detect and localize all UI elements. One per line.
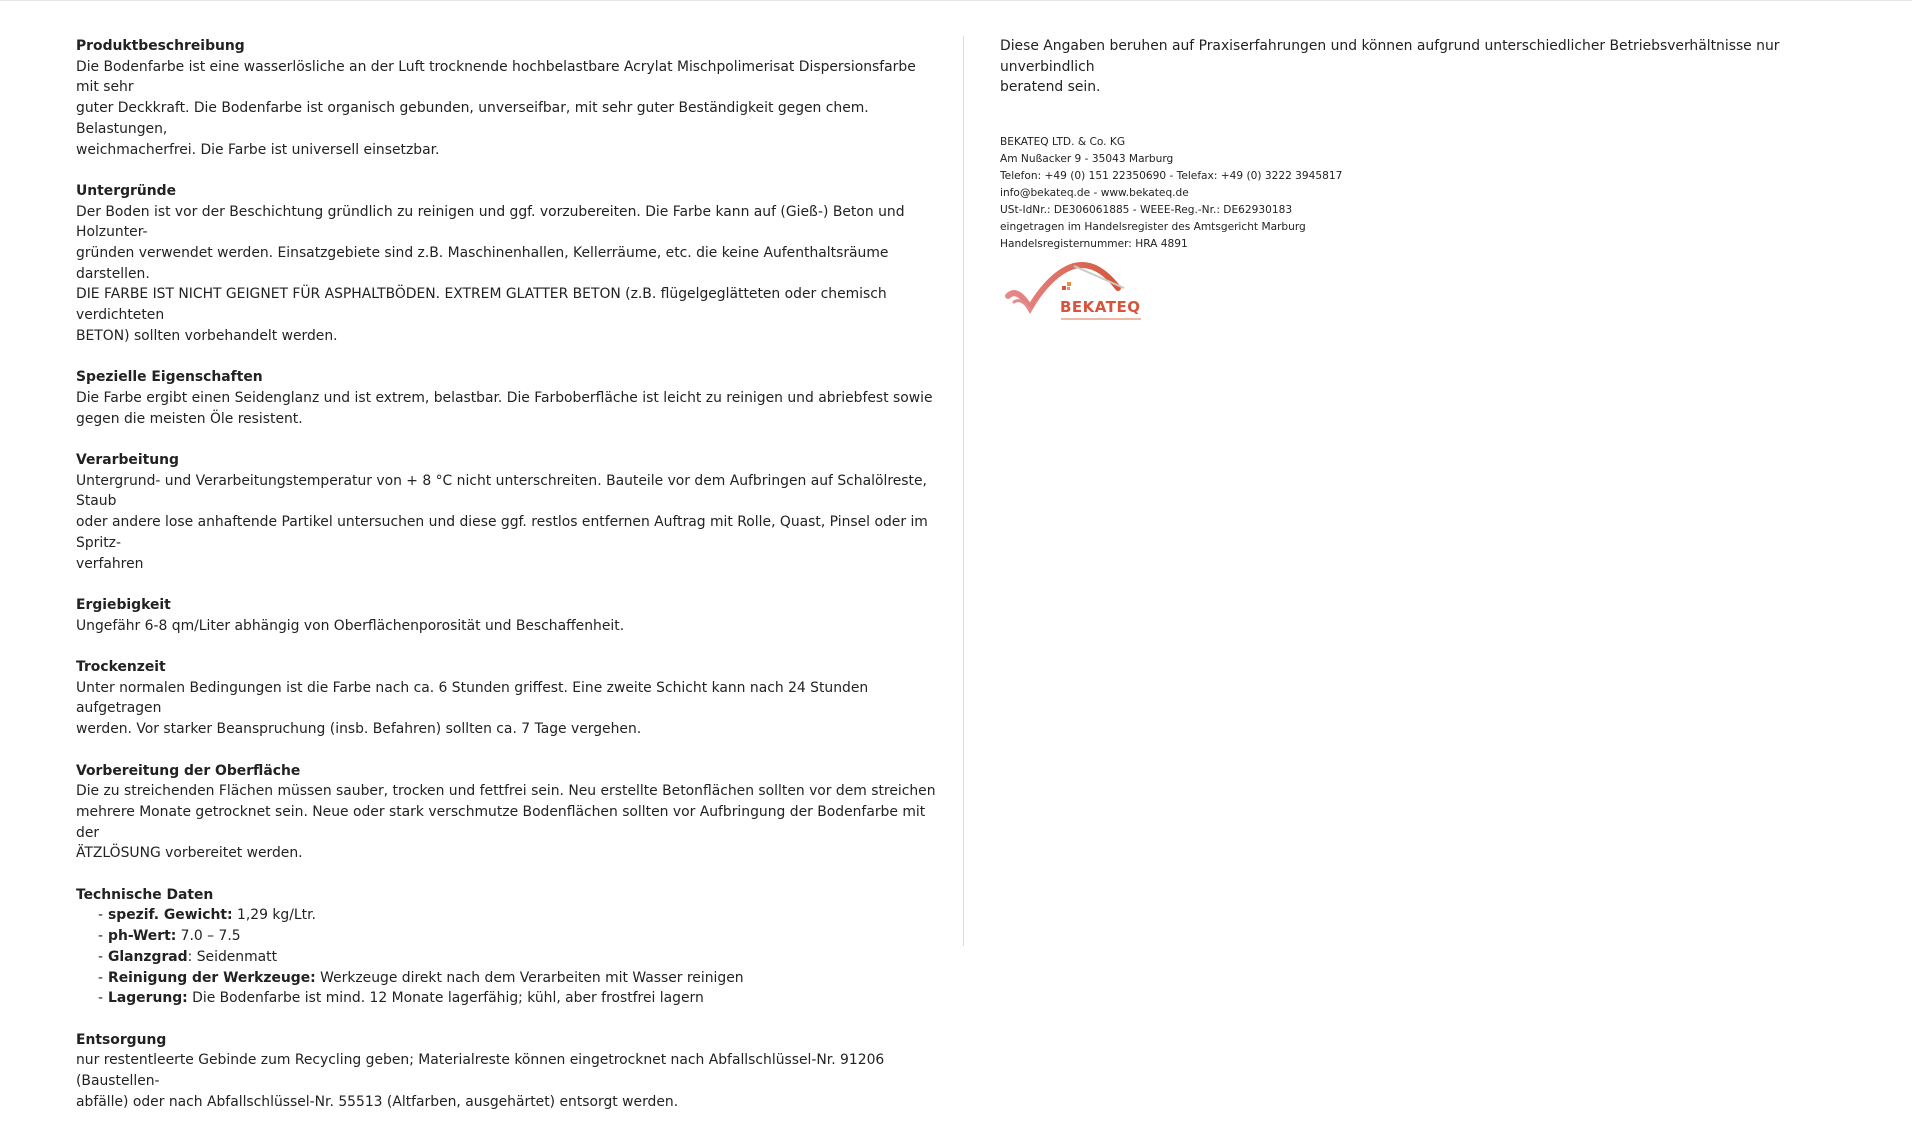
section-entsorgung	[76, 1030, 938, 1113]
section-heading: Produktbeschreibung	[76, 38, 245, 54]
company-register-number: Handelsregisternummer: HRA 4891	[1000, 238, 1188, 251]
section-ergiebigkeit	[76, 595, 938, 636]
company-tax-id: USt-IdNr.: DE306061885 - WEEE-Reg.-Nr.: DE62930183	[1000, 204, 1293, 217]
section-produktbeschreibung	[76, 36, 938, 160]
section-body: Die Farbe ergibt einen Seidenglanz und ist extrem, belastbar. Die Farboberfläche ist leicht zu reinigen und abriebfest sowie gegen die meisten Öle resistent.	[76, 389, 933, 427]
section-heading: Spezielle Eigenschaften	[76, 369, 263, 386]
sidebar-column	[1000, 36, 1840, 253]
tech-label: Reinigung der Werkzeuge:	[108, 969, 316, 986]
list-item: - Reinigung der Werkzeuge: Werkzeuge direkt nach dem Verarbeiten mit Wasser reinigen	[98, 969, 744, 986]
tech-label: Lagerung:	[108, 990, 188, 1007]
tech-label: spezif. Gewicht:	[108, 907, 233, 924]
column-divider	[963, 36, 964, 946]
section-vorbereitung	[76, 761, 938, 865]
section-heading: Entsorgung	[76, 1031, 167, 1048]
section-body: Die Bodenfarbe ist eine wasserlösliche an der Luft trocknende hochbelastbare Acrylat Mischpolimerisat Dispersionsfarbe mit sehr guter Deckkraft. Die Bodenfarbe ist organisch gebunden, unverseifbar, mit sehr guter Beständigkeit gegen chem. Belastungen, weichmacherfrei. Die Farbe ist universell einsetzbar.	[76, 58, 916, 158]
section-heading: Verarbeitung	[76, 452, 179, 469]
logo-tagline-bar	[1061, 318, 1141, 320]
top-border	[0, 0, 1912, 1]
disclaimer-note: Diese Angaben beruhen auf Praxiserfahrungen und können aufgrund unterschiedlicher Betriebsverhältnisse nur unverbindlich beratend sein.	[1000, 38, 1780, 96]
tech-value: Werkzeuge direkt nach dem Verarbeiten mit Wasser reinigen	[315, 969, 744, 986]
section-technische-daten	[76, 885, 938, 1009]
company-address: Am Nußacker 9 - 35043 Marburg	[1000, 153, 1174, 166]
main-column	[76, 36, 938, 1133]
section-spezielle-eigenschaften	[76, 367, 938, 429]
section-verarbeitung	[76, 450, 938, 574]
section-body: Untergrund- und Verarbeitungstemperatur von + 8 °C nicht unterschreiten. Bauteile vor dem Aufbringen auf Schalölreste, Staub oder andere lose anhaftende Partikel untersuchen und diese ggf. restlos entfernen Auftrag mit Rolle, Quast, Pinsel oder im Spritz- verfahren	[76, 472, 928, 572]
company-register: eingetragen im Handelsregister des Amtsgericht Marburg	[1000, 221, 1306, 234]
section-body: Die zu streichenden Flächen müssen sauber, trocken und fettfrei sein. Neu erstellte Betonflächen sollten vor dem streichen mehrere Monate getrocknet sein. Neue oder stark verschmutze Bodenflächen sollten vor Aufbringung der Bodenfarbe mit der ÄTZLÖSUNG vorbereitet werden.	[76, 783, 936, 862]
section-untergruende	[76, 181, 938, 347]
section-trockenzeit	[76, 657, 938, 740]
section-heading: Technische Daten	[76, 886, 214, 903]
tech-label: Glanzgrad	[108, 948, 188, 965]
section-body: Unter normalen Bedingungen ist die Farbe nach ca. 6 Stunden griffest. Eine zweite Schicht kann nach 24 Stunden aufgetragen werden. Vor starker Beanspruchung (insb. Befahren) sollten ca. 7 Tage vergehen.	[76, 679, 869, 738]
tech-value: : Seidenmatt	[187, 948, 278, 965]
list-item: - spezif. Gewicht: 1,29 kg/Ltr.	[98, 907, 316, 924]
section-heading: Vorbereitung der Oberfläche	[76, 762, 301, 779]
section-heading: Trockenzeit	[76, 659, 166, 676]
company-phone: Telefon: +49 (0) 151 22350690 - Telefax: +49 (0) 3222 3945817	[1000, 170, 1343, 183]
logo-text: BEKATEQ	[1060, 298, 1141, 316]
section-heading: Untergründe	[76, 182, 177, 199]
list-item: - ph-Wert: 7.0 – 7.5	[98, 928, 241, 945]
company-contact: info@bekateq.de - www.bekateq.de	[1000, 187, 1189, 200]
section-body: Der Boden ist vor der Beschichtung gründlich zu reinigen und ggf. vorzubereiten. Die Farbe kann auf (Gieß-) Beton und Holzunter- gründen verwendet werden. Einsatzgebiete sind z.B. Maschinenhallen, Kellerräume, etc. die keine Aufenthaltsräume darstellen. DIE FARBE IST NICHT GEIGNET FÜR ASPHALTBÖDEN. EXTREM GLATTER BETON (z.B. flügelgeglätteten oder chemisch verdichteten BETON) sollten vorbehandelt werden.	[76, 203, 905, 344]
company-name: BEKATEQ LTD. & Co. KG	[1000, 136, 1126, 149]
section-body: Ungefähr 6-8 qm/Liter abhängig von Oberflächenporosität und Beschaffenheit.	[76, 617, 625, 634]
list-item: - Lagerung: Die Bodenfarbe ist mind. 12 Monate lagerfähig; kühl, aber frostfrei lagern	[98, 990, 704, 1007]
technical-data-list	[76, 905, 938, 1009]
tech-value: 7.0 – 7.5	[176, 928, 241, 945]
bekateq-logo	[1004, 258, 1154, 328]
tech-label: ph-Wert:	[108, 928, 177, 945]
section-heading: Ergiebigkeit	[76, 596, 171, 613]
company-info	[1000, 134, 1840, 253]
tech-value: Die Bodenfarbe ist mind. 12 Monate lagerfähig; kühl, aber frostfrei lagern	[187, 990, 704, 1007]
list-item: - Glanzgrad: Seidenmatt	[98, 948, 278, 965]
section-body: nur restentleerte Gebinde zum Recycling geben; Materialreste können eingetrocknet nach Abfallschlüssel-Nr. 91206 (Baustellen- abfälle) oder nach Abfallschlüssel-Nr. 55513 (Altfarben, ausgehärtet) entsorgt werden.	[76, 1052, 885, 1110]
tech-value: 1,29 kg/Ltr.	[232, 907, 316, 924]
